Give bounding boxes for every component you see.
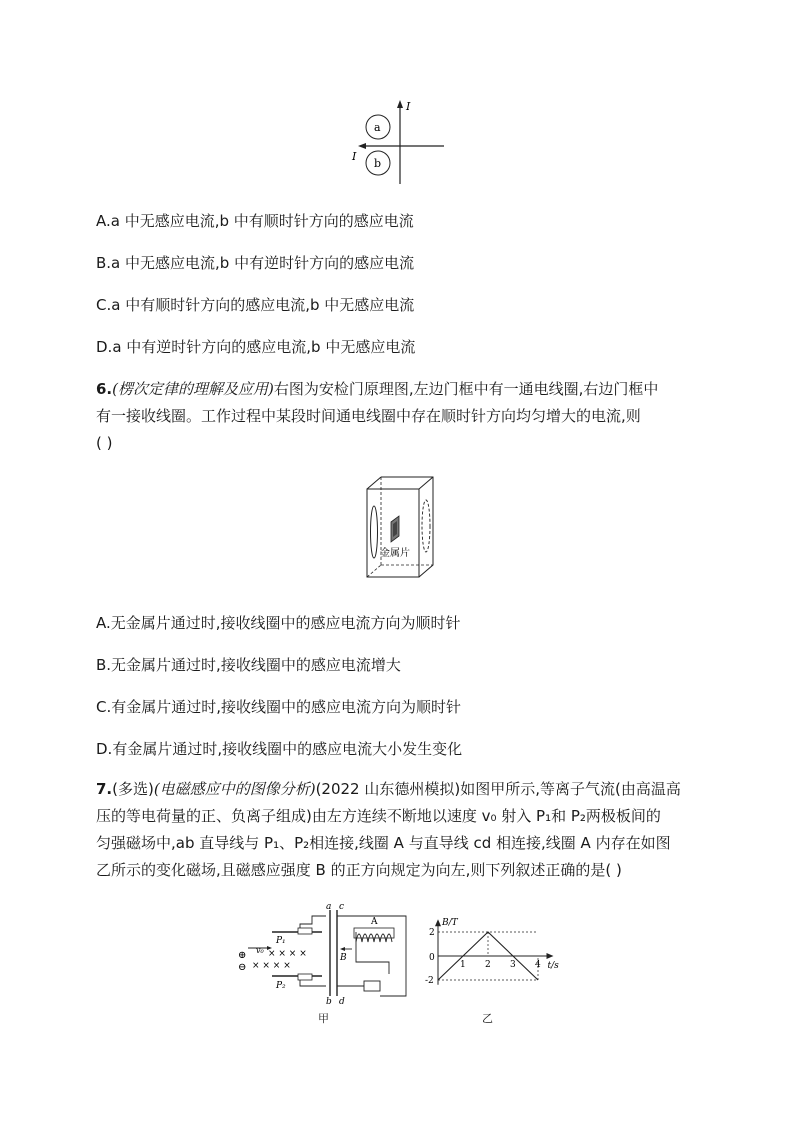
arrow-left-icon	[358, 143, 366, 149]
q6-option-c: C.有金属片通过时,接收线圈中的感应电流方向为顺时针	[96, 698, 462, 716]
q7-line1	[96, 776, 716, 803]
q6-stem	[96, 376, 716, 457]
label-p1: P₁	[276, 936, 286, 946]
q6-blank: ( )	[96, 434, 113, 452]
label-v0: v₀	[256, 946, 264, 955]
transmit-coil	[371, 506, 378, 558]
y-axis-arrow-icon	[435, 919, 441, 926]
q7-prefix: (多选)	[112, 780, 154, 798]
plus-ion-icon: ⊕	[238, 950, 247, 961]
caption-yi: 乙	[482, 1012, 493, 1025]
caption-jia: 甲	[318, 1012, 329, 1025]
q5-option-a: A.a 中无感应电流,b 中有顺时针方向的感应电流	[96, 212, 414, 230]
label-d: d	[339, 997, 345, 1006]
figure-q7-jia	[234, 902, 414, 1006]
field-crosses-row2: × × × ×	[252, 961, 291, 971]
p2-terminal	[298, 974, 312, 980]
label-p2: P₂	[276, 981, 286, 991]
q6-tag: (楞次定律的理解及应用)	[112, 380, 274, 398]
label-c: c	[339, 902, 345, 912]
label-i-vertical: I	[406, 100, 411, 113]
coil-a-core	[354, 928, 394, 938]
label-a: a	[374, 121, 381, 134]
x-tick-label: 2	[485, 960, 491, 970]
figure-q7-yi-chart	[420, 906, 560, 1002]
y-tick-label: 2	[429, 928, 435, 938]
label-a: a	[326, 902, 332, 912]
q7-line3: 匀强磁场中,ab 直导线与 P₁、P₂相连接,线圈 A 与直导线 cd 相连接,线圈 A 内存在如图	[96, 834, 671, 852]
q7-line2: 压的等电荷量的正、负离子组成)由左方连续不断地以速度 v₀ 射入 P₁和 P₂两极板间的	[96, 807, 661, 825]
y-axis-label: B/T	[442, 918, 458, 929]
label-b: b	[326, 997, 332, 1006]
q7-tag: (电磁感应中的图像分析)	[153, 780, 316, 798]
gate-hidden-diagonal	[367, 565, 381, 577]
resistor	[364, 981, 380, 991]
q7-number: 7.	[96, 780, 113, 798]
x-axis-label: t/s	[547, 961, 559, 971]
arrow-up-icon	[397, 100, 403, 108]
receive-coil	[422, 500, 430, 552]
field-arrow-head	[340, 947, 345, 951]
gate-top-right-edge	[419, 477, 433, 489]
q6-option-d: D.有金属片通过时,接收线圈中的感应电流大小发生变化	[96, 740, 463, 758]
q6-option-a: A.无金属片通过时,接收线圈中的感应电流方向为顺时针	[96, 614, 461, 632]
x-tick-label: 4	[535, 960, 541, 970]
field-crosses-row1: × × × ×	[268, 949, 307, 959]
q6-option-b: B.无金属片通过时,接收线圈中的感应电流增大	[96, 656, 401, 674]
q6-number: 6.	[96, 380, 113, 398]
q5-option-d: D.a 中有逆时针方向的感应电流,b 中无感应电流	[96, 338, 416, 356]
label-b: b	[374, 157, 382, 170]
q7-line4: 乙所示的变化磁场,且磁感应强度 B 的正方向规定为向左,则下列叙述正确的是( )	[96, 861, 622, 879]
label-field-b: B	[340, 953, 347, 963]
gate-back-edges	[381, 477, 433, 577]
q6-line2: 有一接收线圈。工作过程中某段时间通电线圈中存在顺时针方向均匀增大的电流,则	[96, 407, 641, 425]
figure-q5	[340, 98, 460, 190]
origin-label: 0	[429, 953, 435, 963]
x-tick-label: 3	[510, 960, 516, 970]
x-axis-arrow-icon	[547, 953, 554, 959]
minus-ion-icon: ⊖	[238, 962, 247, 973]
q7-stem	[96, 776, 716, 884]
label-coil-a: A	[371, 917, 378, 927]
q5-option-b: B.a 中无感应电流,b 中有逆时针方向的感应电流	[96, 254, 415, 272]
q6-text1: 右图为安检门原理图,左边门框中有一通电线圈,右边门框中	[273, 380, 659, 398]
p1-terminal	[298, 928, 312, 934]
q5-option-c: C.a 中有顺时针方向的感应电流,b 中无感应电流	[96, 296, 415, 314]
metal-plate-label: 金属片	[380, 548, 410, 559]
gate-top-left-edge	[367, 477, 381, 489]
y-tick-label: -2	[425, 976, 434, 986]
q7-text1: (2022 山东德州模拟)如图甲所示,等离子气流(由高温高	[315, 780, 681, 798]
x-tick-label: 1	[460, 960, 466, 970]
label-i-horizontal: I	[352, 150, 357, 163]
figure-q6-security-gate	[364, 474, 436, 580]
q6-line1	[96, 376, 716, 403]
